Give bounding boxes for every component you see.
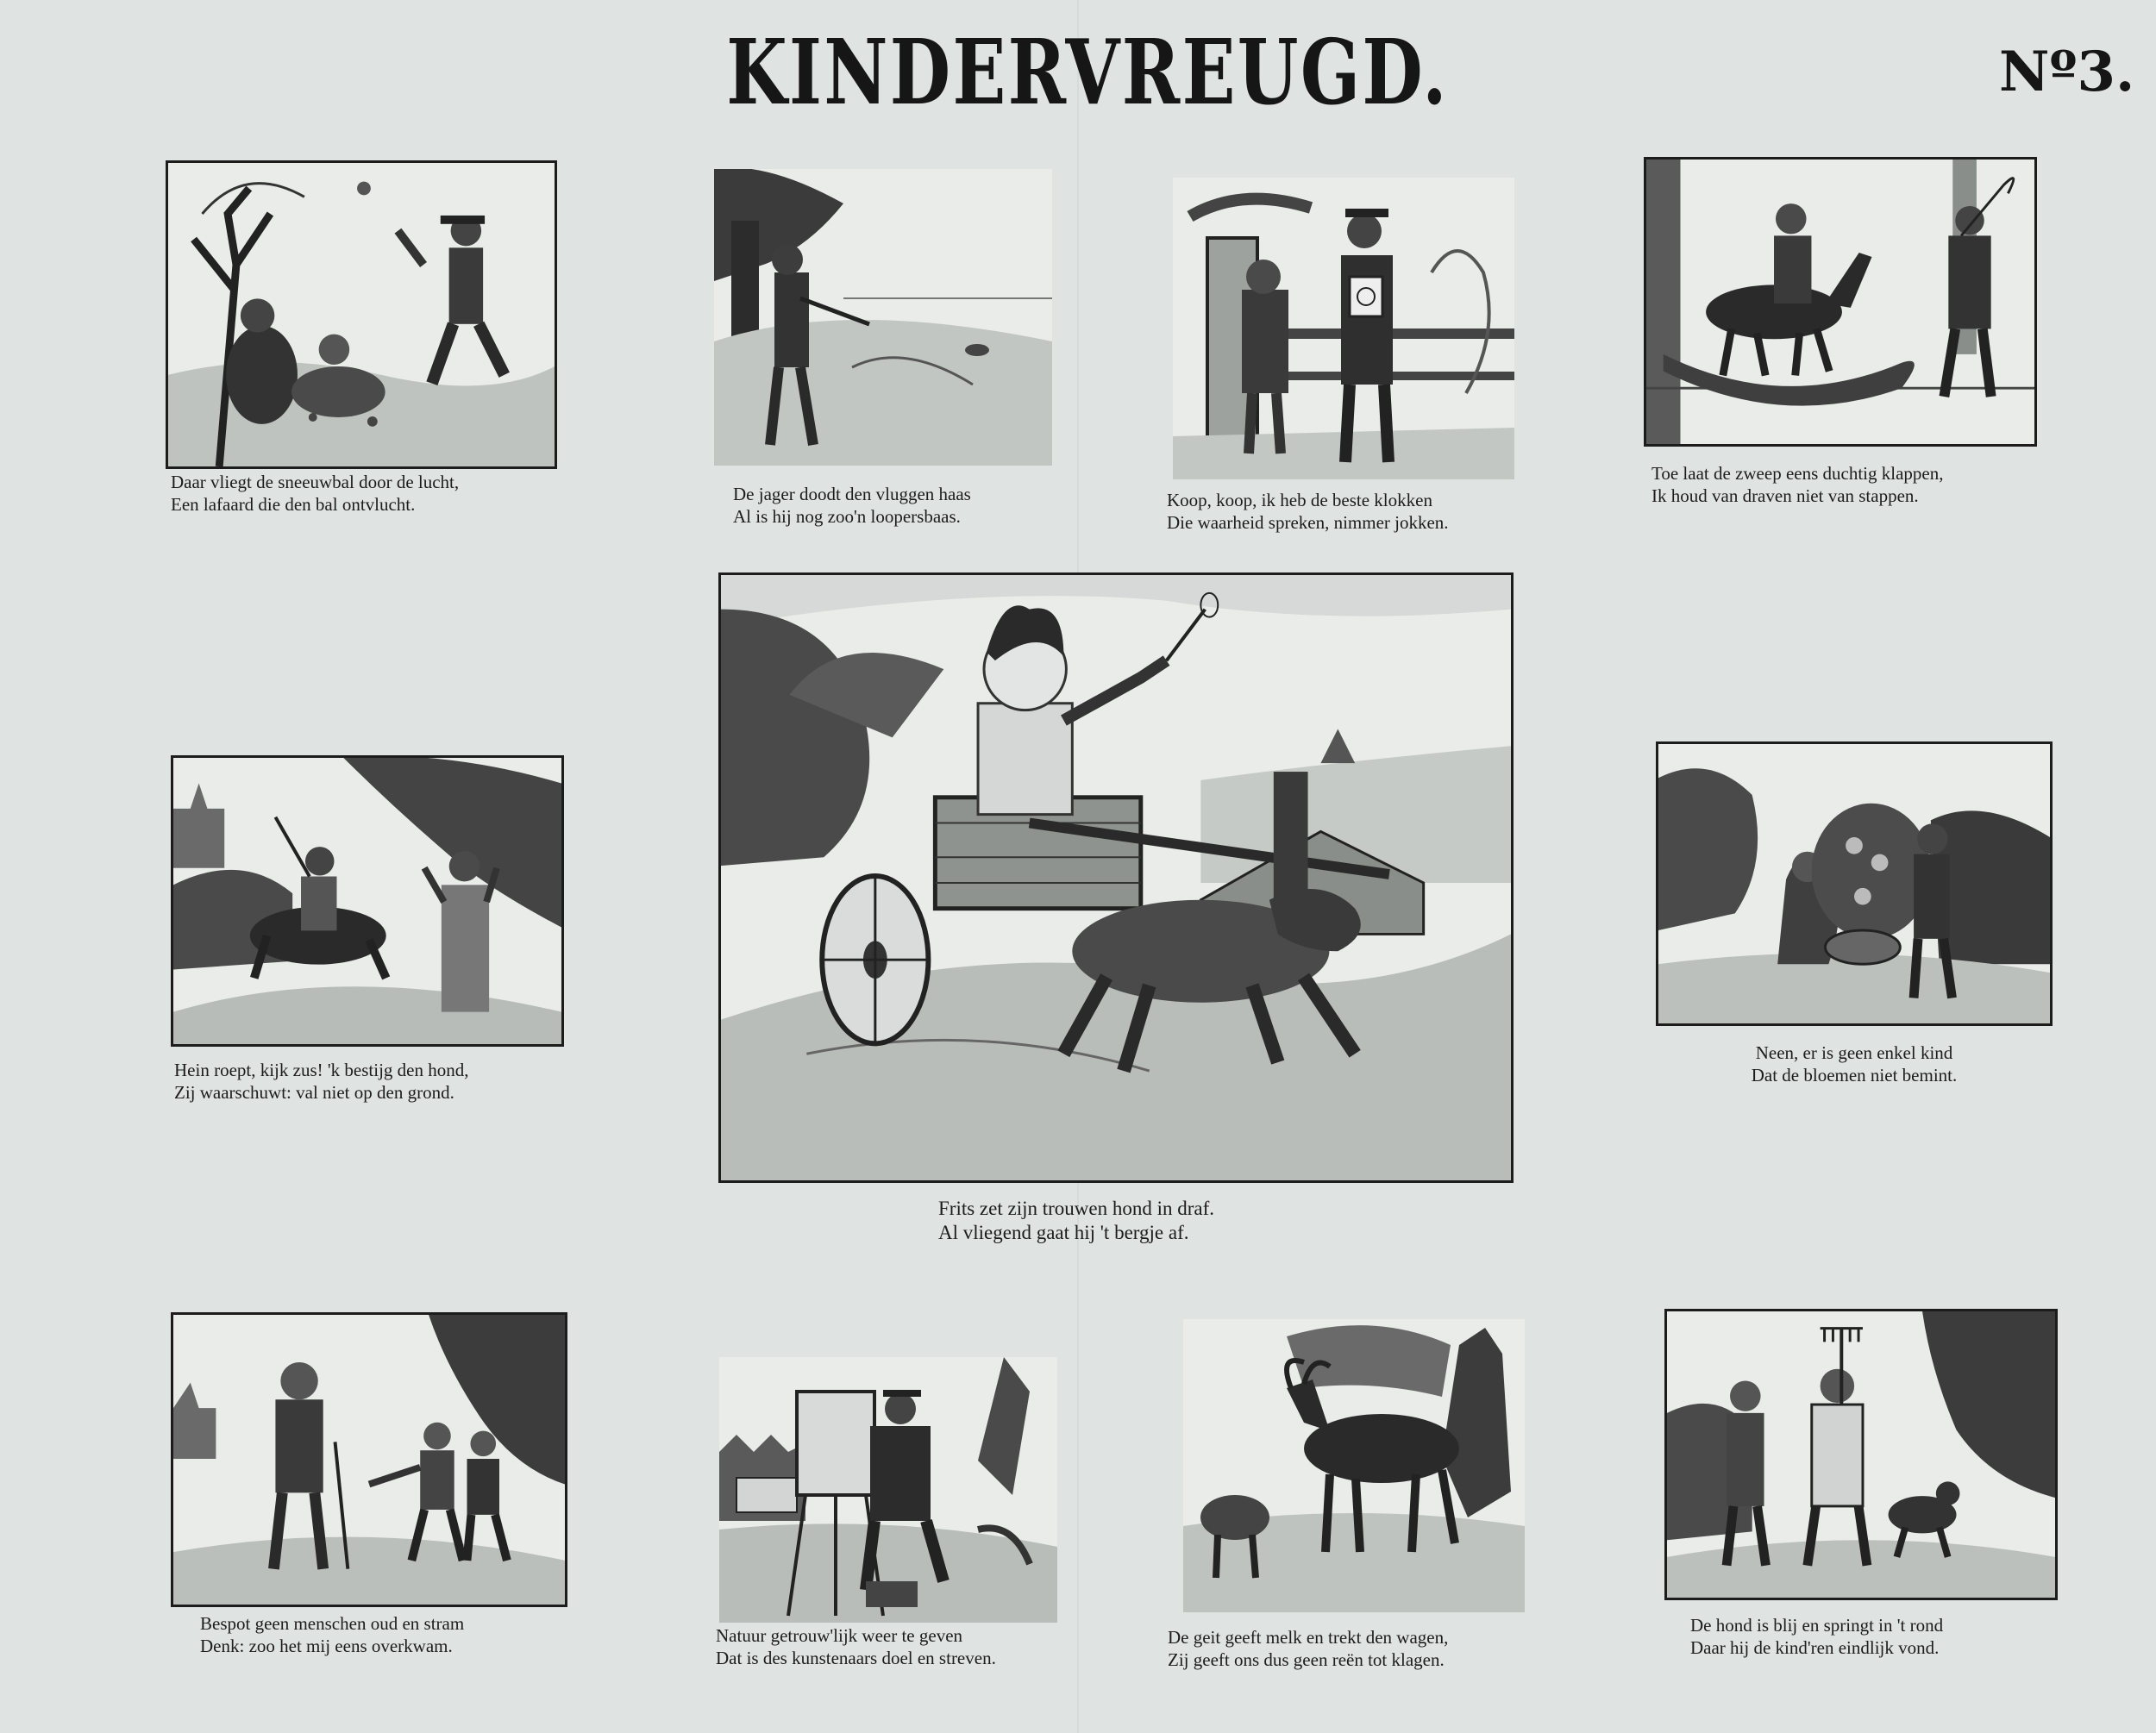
caption-line-2: Dat is des kunstenaars doel en streven. [716, 1648, 996, 1668]
caption-rocking-horse [1651, 462, 1943, 507]
caption-line-1: Toe laat de zweep eens duchtig klappen, [1651, 463, 1944, 484]
illustration-goat [1183, 1319, 1525, 1612]
caption-line-2: Een lafaard die den bal ontvlucht. [171, 494, 416, 515]
illustration-dog-cart [718, 572, 1514, 1183]
caption-snowball [171, 471, 459, 516]
caption-hunter [733, 483, 971, 528]
caption-line-1: De geit geeft melk en trekt den wagen, [1168, 1627, 1449, 1648]
sheet-number: Nº3. [1999, 40, 2135, 104]
caption-happy-dog [1690, 1614, 1943, 1659]
caption-line-1: Daar vliegt de sneeuwbal door de lucht, [171, 472, 460, 492]
caption-line-1: Koop, koop, ik heb de beste klokken [1167, 490, 1432, 510]
caption-dog-cart [938, 1197, 1214, 1245]
caption-line-2: Die waarheid spreken, nimmer jokken. [1167, 512, 1449, 533]
caption-old-man [200, 1612, 464, 1657]
caption-goat [1168, 1626, 1448, 1671]
caption-line-2: Daar hij de kind'ren eindlijk vond. [1690, 1637, 1940, 1658]
illustration-rocking-horse [1644, 157, 2037, 447]
illustration-happy-dog [1664, 1309, 2058, 1600]
caption-line-2: Zij geeft ons dus geen reën tot klagen. [1168, 1649, 1445, 1670]
caption-line-1: De hond is blij en springt in 't rond [1690, 1615, 1944, 1636]
caption-line-2: Zij waarschuwt: val niet op den grond. [174, 1082, 454, 1103]
illustration-painter [719, 1357, 1057, 1623]
illustration-snowball [166, 160, 557, 469]
caption-line-1: Bespot geen menschen oud en stram [200, 1613, 465, 1634]
caption-painter [716, 1624, 996, 1669]
caption-line-1: Natuur getrouw'lijk weer te geven [716, 1625, 963, 1646]
illustration-flowers [1656, 741, 2053, 1026]
caption-line-1: Neen, er is geen enkel kind [1755, 1042, 1953, 1063]
caption-clock-seller [1167, 489, 1449, 534]
caption-line-1: Hein roept, kijk zus! 'k bestijg den hond, [174, 1060, 469, 1080]
caption-line-2: Al vliegend gaat hij 't bergje af. [938, 1222, 1189, 1243]
caption-flowers [1664, 1042, 2044, 1086]
illustration-hunter [714, 169, 1052, 466]
page-title: KINDERVREUGD. [726, 19, 1449, 125]
caption-line-2: Ik houd van draven niet van stappen. [1651, 485, 1919, 506]
caption-line-2: Denk: zoo het mij eens overkwam. [200, 1636, 453, 1656]
illustration-riding-dog [171, 755, 564, 1047]
caption-line-1: De jager doodt den vluggen haas [733, 484, 971, 504]
caption-line-1: Frits zet zijn trouwen hond in draf. [938, 1198, 1215, 1219]
caption-line-2: Al is hij nog zoo'n loopersbaas. [733, 506, 961, 527]
caption-line-2: Dat de bloemen niet bemint. [1751, 1065, 1958, 1085]
illustration-old-man [171, 1312, 567, 1607]
caption-riding-dog [174, 1059, 468, 1104]
illustration-clock-seller [1173, 178, 1514, 479]
